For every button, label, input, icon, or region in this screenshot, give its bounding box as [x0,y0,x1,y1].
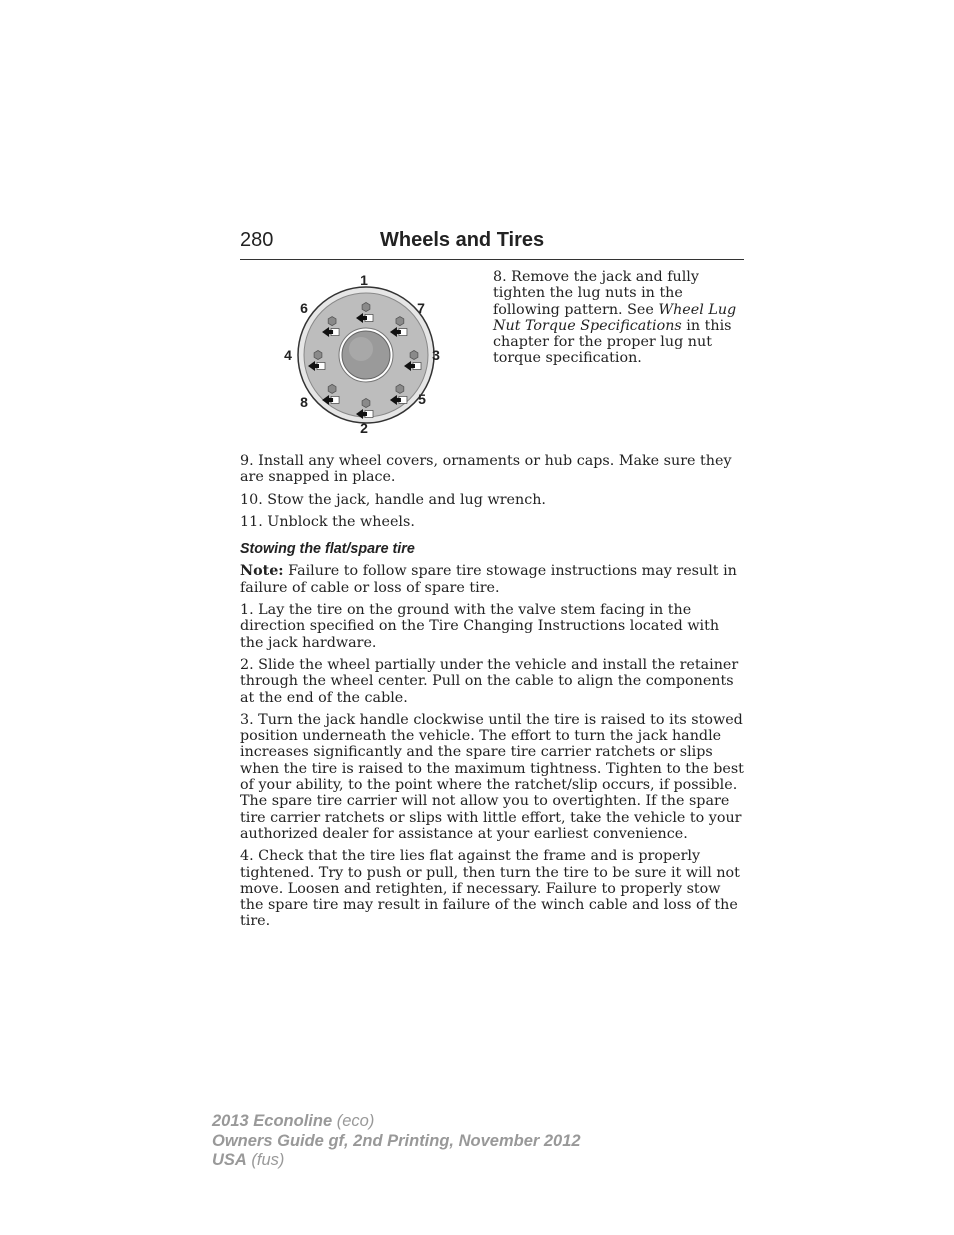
page-footer [212,1112,581,1171]
lug-label-3: 3 [432,347,440,363]
lug-nut [328,317,336,326]
step-8-paragraph [493,269,749,367]
stow-step-3: 3. Turn the jack handle clockwise until the tire is raised to its stowed position underneath the vehicle. The effort to turn the jack handle increases significantly and the spare tire carrier ratchets or slips when the tire is raised to the maximum tightness. Tighten to the best of your ability, to the point where the ratchet/slip occurs, if possible. The spare tire carrier will not allow you to overtighten. If the spare tire carrier ratchets or slips with little effort, take the vehicle to your authorized dealer for assistance at your earliest convenience. [240,711,744,842]
lug-label-4: 4 [284,347,292,363]
footer-market: USA [212,1151,247,1169]
stow-step-2: 2. Slide the wheel partially under the vehicle and install the retainer through the wheel center. Pull on the cable to align the components at the end of the cable. [240,656,739,706]
step-8-suffix: in this chapter for the proper lug nut torque specification. [493,317,732,367]
stow-step-4: 4. Check that the tire lies flat against the frame and is properly tightened. Try to push or pull, then turn the tire to be sure it will not move. Loosen and retighten, if necessary. Failure to properly stow the spare tire may result in failure of the winch cable and loss of the tire. [240,848,740,930]
lug-nut [328,384,336,393]
page-number: 280 [240,229,274,251]
page-header [240,229,744,260]
footer-line-1 [212,1112,581,1132]
hub-highlight [349,337,373,361]
lug-label-6: 6 [300,300,308,316]
step-8-prefix: 8. Remove the jack and fully tighten the lug nuts in the following pattern. See [493,269,699,318]
lug-label-2: 2 [360,420,368,436]
lug-label-1: 1 [360,272,368,288]
step-10: 10. Stow the jack, handle and lug wrench. [240,491,546,508]
footer-edition: Owners Guide gf, 2nd Printing, November 2012 [212,1131,581,1150]
note-paragraph [240,563,744,596]
step-11: 11. Unblock the wheels. [240,513,415,530]
wheel-graphic [298,287,434,423]
footer-market-code: (fus) [246,1151,285,1169]
section-title: Wheels and Tires [380,229,545,251]
note-text: Failure to follow spare tire stowage instructions may result in failure of cable or loss of spare tire. [240,563,737,596]
stow-step-1: 1. Lay the tire on the ground with the valve stem facing in the direction specified on the Tire Changing Instructions located with the jack hardware. [240,602,720,651]
lug-nut-pattern-figure [276,266,456,444]
note-label: Note: [240,563,284,580]
footer-model: 2013 Econoline [212,1112,333,1130]
lug-label-8: 8 [300,394,308,410]
lug-nut [362,399,370,408]
step-9: 9. Install any wheel covers, ornaments or hub caps. Make sure they are snapped in place. [240,453,732,486]
subheading: Stowing the flat/spare tire [240,541,415,558]
lug-nut [410,351,418,360]
footer-line-2 [212,1132,581,1152]
lug-nut [362,303,370,312]
footer-line-3 [212,1151,581,1171]
lug-nut [314,351,322,360]
main-text [240,453,744,936]
lug-nut [396,317,404,326]
footer-model-code: (eco) [332,1112,375,1130]
lug-nut [396,384,404,393]
lug-label-5: 5 [418,391,426,407]
lug-label-7: 7 [417,300,425,316]
torque-spec-reference: Wheel Lug Nut Torque Specifications [493,301,737,334]
